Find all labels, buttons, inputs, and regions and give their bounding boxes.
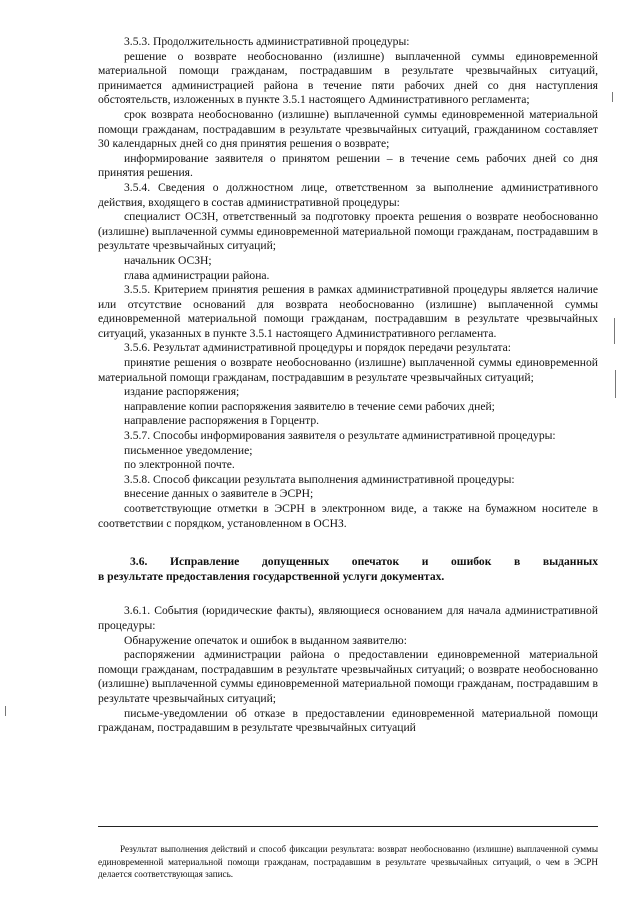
paragraph: распоряжении администрации района о предоставлении единовременной материальной помощи гражданам, пострадавшим в результате чрезвычайных ситуаций; о возврате необоснованно (излишне) выплаченной суммы единовременной материальной помощи гражданам, пострадавшим в результате чрезвычайных ситуаций; [98,648,598,705]
paragraph: направление распоряжения в Горцентр. [124,414,320,428]
heading-word: ошибок [451,555,492,569]
paragraph: 3.5.5. Критерием принятия решения в рамках административной процедуры является наличие или отсутствие оснований для возврата необоснованно (излишне) выплаченной суммы единовременной материальной помощи гражданам, пострадавшим в результате чрезвычайных ситуаций, указанных в пункте 3.5.1 настоящего Административного регламента. [98,283,598,340]
scan-artifact [614,318,615,344]
paragraph: 3.5.4. Сведения о должностном лице, ответственном за выполнение административного действия, входящего в состав административной процедуры: [98,180,598,209]
paragraph: специалист ОСЗН, ответственный за подготовку проекта решения о возврате необоснованно (излишне) выплаченной суммы единовременной материальной помощи гражданам, пострадавшим в результате чрезвычайных ситуаций; [98,210,598,253]
paragraph: соответствующие отметки в ЭСРН в электронном виде, а также на бумажном носителе в соответствии с порядком, установленном в ОСНЗ. [98,502,598,530]
scan-artifact [615,370,616,398]
heading-number: 3.6. [130,555,148,569]
heading-word: Исправление [169,555,240,569]
paragraph: 3.5.3. Продолжительность административной процедуры: [124,35,410,48]
paragraph: Обнаружение опечаток и ошибок в выданном заявителю: [124,633,407,647]
paragraph: по электронной почте. [124,458,235,472]
paragraph: начальник ОСЗН; [124,253,212,267]
heading-word: допущенных [261,555,330,569]
paragraph: решение о возврате необоснованно (излишне) выплаченной суммы единовременной материальной помощи гражданам, пострадавшим в результате чрезвычайных ситуаций, принимается администрацией района в течение пяти рабочих дней со дня наступления обстоятельств, изложенных в пункте 3.5.1 настоящего Административного регламента; [98,49,598,107]
heading-word: выданных [542,555,598,569]
heading-word: опечаток [351,555,400,569]
paragraph: принятие решения о возврате необоснованно (излишне) выплаченной суммы единовременной материальной помощи гражданам, пострадавшим в результате чрезвычайных ситуаций; [98,356,598,384]
heading-word: в [513,555,521,569]
paragraph: направление копии распоряжения заявителю в течение семи рабочих дней; [124,399,495,413]
paragraph: 3.6.1. События (юридические факты), являющиеся основанием для начала административной процедуры: [98,604,598,632]
paragraph: 3.5.6. Результат административной процедуры и порядок передачи результата: [124,341,511,355]
paragraph: информирование заявителя о принятом решении – в течение семь рабочих дней со дня принятия решения. [98,151,598,180]
heading-line-2: в результате предоставления государственной услуги документах. [98,569,445,583]
footnote: Результат выполнения действий и способ фиксации результата: возврат необоснованно (излишне) выплаченной суммы единовременной материальной помощи гражданам, пострадавшим в результате чрезвычайных ситуаций, о чем в ЭСРН делается соответствующая запись. [98,844,598,879]
paragraph: срок возврата необоснованно (излишне) выплаченной суммы единовременной материальной помощи гражданам, пострадавшим в результате чрезвычайных ситуаций, гражданином составляет 30 календарных дней со дня принятия решения о возврате; [98,107,598,151]
paragraph: глава администрации района. [124,268,270,282]
section-3-5 [98,35,598,531]
paragraph: 3.5.7. Способы информирования заявителя о результате административной процедуры: [124,429,556,443]
heading-line-1 [98,555,598,570]
document-body [98,35,598,736]
paragraph: издание распоряжения; [124,385,240,399]
paragraph: 3.5.8. Способ фиксации результата выполнения административной процедуры: [124,472,515,486]
paragraph: письменное уведомление; [124,443,253,457]
footnote-divider [98,826,598,827]
paragraph: письме-уведомлении об отказе в предоставлении единовременной материальной помощи гражданам, пострадавшим в результате чрезвычайных ситуаций [98,706,598,735]
section-heading-3-6 [98,555,598,584]
scan-artifact [612,92,613,102]
scan-artifact [5,706,6,716]
heading-word: и [421,555,429,569]
paragraph: внесение данных о заявителе в ЭСРН; [124,487,314,501]
section-3-6 [98,604,598,735]
